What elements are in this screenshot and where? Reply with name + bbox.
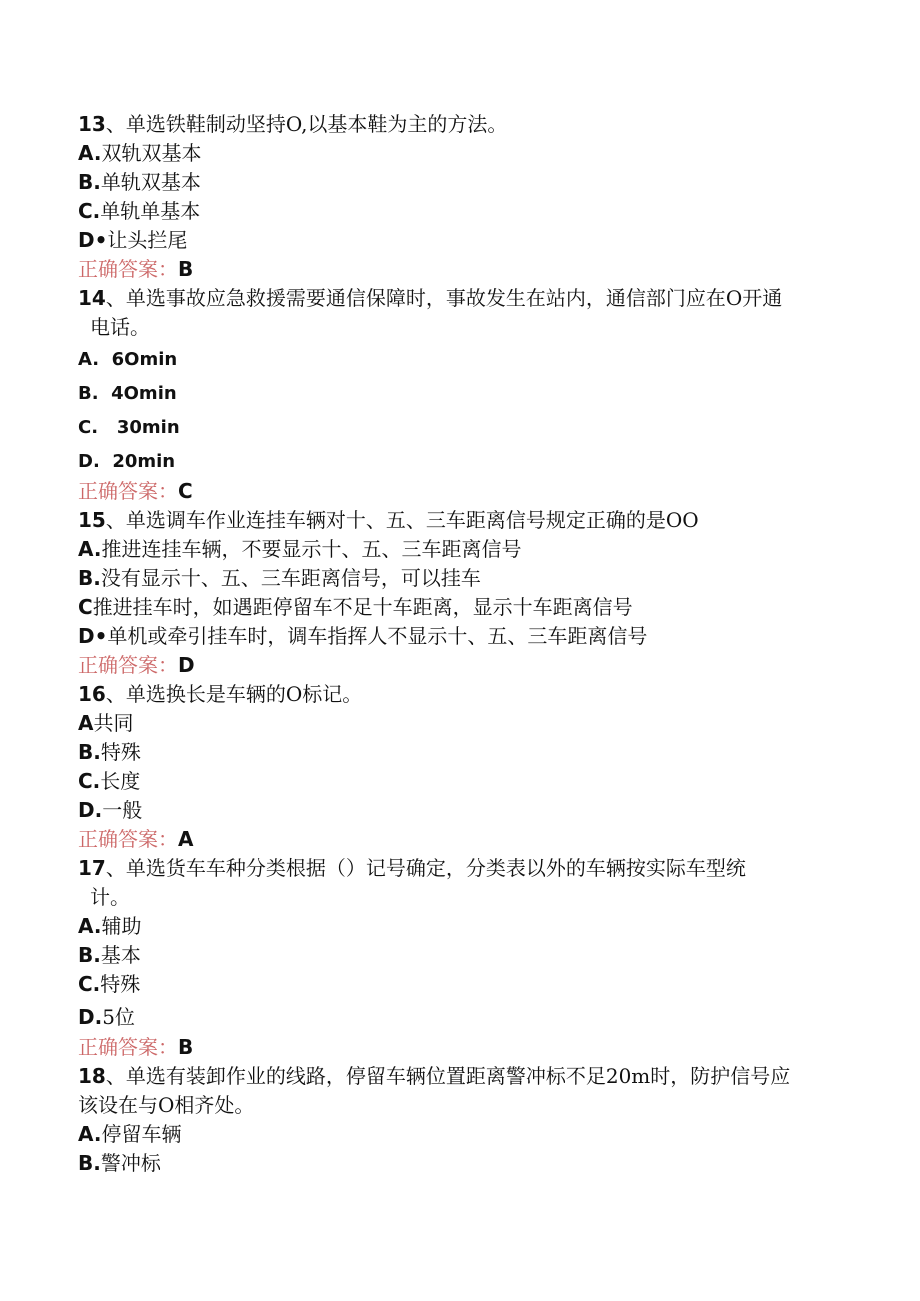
option-letter: B. xyxy=(78,170,101,194)
option-a xyxy=(78,913,141,939)
answer-label: 正确答案： xyxy=(78,653,178,677)
option-a xyxy=(78,710,133,736)
option-text: 30min xyxy=(116,417,180,438)
option-letter: A xyxy=(78,711,94,735)
option-c xyxy=(78,971,140,997)
question-17 xyxy=(78,855,746,881)
option-text: 推进挂车时，如遇距停留车不足十车距离，显示十车距离信号 xyxy=(92,595,633,619)
answer xyxy=(78,478,193,504)
option-letter: C. xyxy=(78,417,99,438)
option-b xyxy=(78,942,141,968)
option-b xyxy=(78,739,141,765)
question-text: 、单选事故应急救援需要通信保障时，事故发生在站内，通信部门应在O开通 xyxy=(105,286,783,310)
question-number: 16 xyxy=(78,682,106,706)
question-text: 、单选货车车种分类根据（）记号确定，分类表以外的车辆按实际车型统 xyxy=(105,856,746,880)
option-letter: C xyxy=(78,595,93,619)
answer-label: 正确答案： xyxy=(78,827,178,851)
option-letter: D• xyxy=(78,624,108,648)
question-text-continued: 计。 xyxy=(90,885,130,909)
option-text: 5位 xyxy=(102,1005,135,1029)
option-letter: D. xyxy=(78,1005,103,1029)
answer-value: B xyxy=(178,1035,194,1059)
question-text: 、单选换长是车辆的O标记。 xyxy=(105,682,363,706)
answer-label: 正确答案： xyxy=(78,1035,178,1059)
option-text: 让头拦尾 xyxy=(107,228,188,252)
option-b xyxy=(78,1150,161,1176)
option-text: 单轨双基本 xyxy=(100,170,201,194)
option-letter: A. xyxy=(78,349,100,370)
question-14 xyxy=(78,285,782,311)
option-a xyxy=(78,536,521,562)
option-letter: D• xyxy=(78,228,108,252)
option-letter: C. xyxy=(78,199,101,223)
option-c xyxy=(78,768,140,794)
option-text: 辅助 xyxy=(101,914,142,938)
question-text: 、单选铁鞋制动坚持O,以基本鞋为主的方法。 xyxy=(105,112,508,136)
question-text-continued: 该设在与O相齐处。 xyxy=(78,1093,255,1117)
option-d xyxy=(78,1004,135,1030)
option-d xyxy=(78,797,142,823)
option-letter: A. xyxy=(78,537,102,561)
question-text: 、单选调车作业连挂车辆对十、五、三车距离信号规定正确的是OO xyxy=(105,508,699,532)
answer xyxy=(78,826,193,852)
option-letter: D. xyxy=(78,798,103,822)
option-a xyxy=(78,1121,181,1147)
option-text: 停留车辆 xyxy=(101,1122,182,1146)
option-letter: B. xyxy=(78,740,101,764)
option-c xyxy=(78,415,180,441)
question-18 xyxy=(78,1063,790,1089)
option-d xyxy=(78,449,175,475)
question-number: 15 xyxy=(78,508,106,532)
option-letter: B. xyxy=(78,943,101,967)
option-letter: B. xyxy=(78,1151,101,1175)
option-letter: A. xyxy=(78,141,102,165)
answer-label: 正确答案： xyxy=(78,257,178,281)
option-d xyxy=(78,227,187,253)
option-c xyxy=(78,594,633,620)
option-a xyxy=(78,347,177,373)
option-letter: B. xyxy=(78,383,99,404)
option-letter: B. xyxy=(78,566,101,590)
answer-value: A xyxy=(178,827,194,851)
option-text: 没有显示十、五、三车距离信号，可以挂车 xyxy=(100,566,481,590)
option-text: 长度 xyxy=(100,769,141,793)
option-letter: C. xyxy=(78,972,101,996)
option-letter: D. xyxy=(78,451,100,472)
option-text: 6Omin xyxy=(111,349,178,370)
option-letter: C. xyxy=(78,769,101,793)
option-letter: A. xyxy=(78,914,102,938)
answer-value: D xyxy=(178,653,195,677)
question-number: 14 xyxy=(78,286,106,310)
option-d xyxy=(78,623,647,649)
answer-value: C xyxy=(178,479,193,503)
question-16 xyxy=(78,681,362,707)
option-text: 推进连挂车辆，不要显示十、五、三车距离信号 xyxy=(101,537,522,561)
option-b xyxy=(78,381,177,407)
question-13 xyxy=(78,111,507,137)
question-15 xyxy=(78,507,699,533)
answer xyxy=(78,256,193,282)
option-b xyxy=(78,565,481,591)
option-text: 20min xyxy=(112,451,176,472)
option-text: 单机或牵引挂车时，调车指挥人不显示十、五、三车距离信号 xyxy=(107,624,648,648)
option-text: 双轨双基本 xyxy=(101,141,202,165)
question-number: 18 xyxy=(78,1064,106,1088)
question-text: 、单选有装卸作业的线路，停留车辆位置距离警冲标不足20m时，防护信号应 xyxy=(105,1064,791,1088)
option-text: 共同 xyxy=(93,711,134,735)
answer-value: B xyxy=(178,257,194,281)
question-number: 17 xyxy=(78,856,106,880)
option-b xyxy=(78,169,201,195)
option-text: 4Omin xyxy=(111,383,177,404)
option-text: 单轨单基本 xyxy=(100,199,201,223)
option-letter: A. xyxy=(78,1122,102,1146)
option-text: 特殊 xyxy=(100,740,141,764)
option-text: 一般 xyxy=(102,798,143,822)
answer xyxy=(78,652,195,678)
option-c xyxy=(78,198,200,224)
answer-label: 正确答案： xyxy=(78,479,178,503)
option-text: 基本 xyxy=(100,943,141,967)
question-text-continued: 电话。 xyxy=(90,315,150,339)
option-text: 特殊 xyxy=(100,972,141,996)
question-number: 13 xyxy=(78,112,106,136)
option-a xyxy=(78,140,201,166)
option-text: 警冲标 xyxy=(100,1151,161,1175)
answer xyxy=(78,1034,193,1060)
